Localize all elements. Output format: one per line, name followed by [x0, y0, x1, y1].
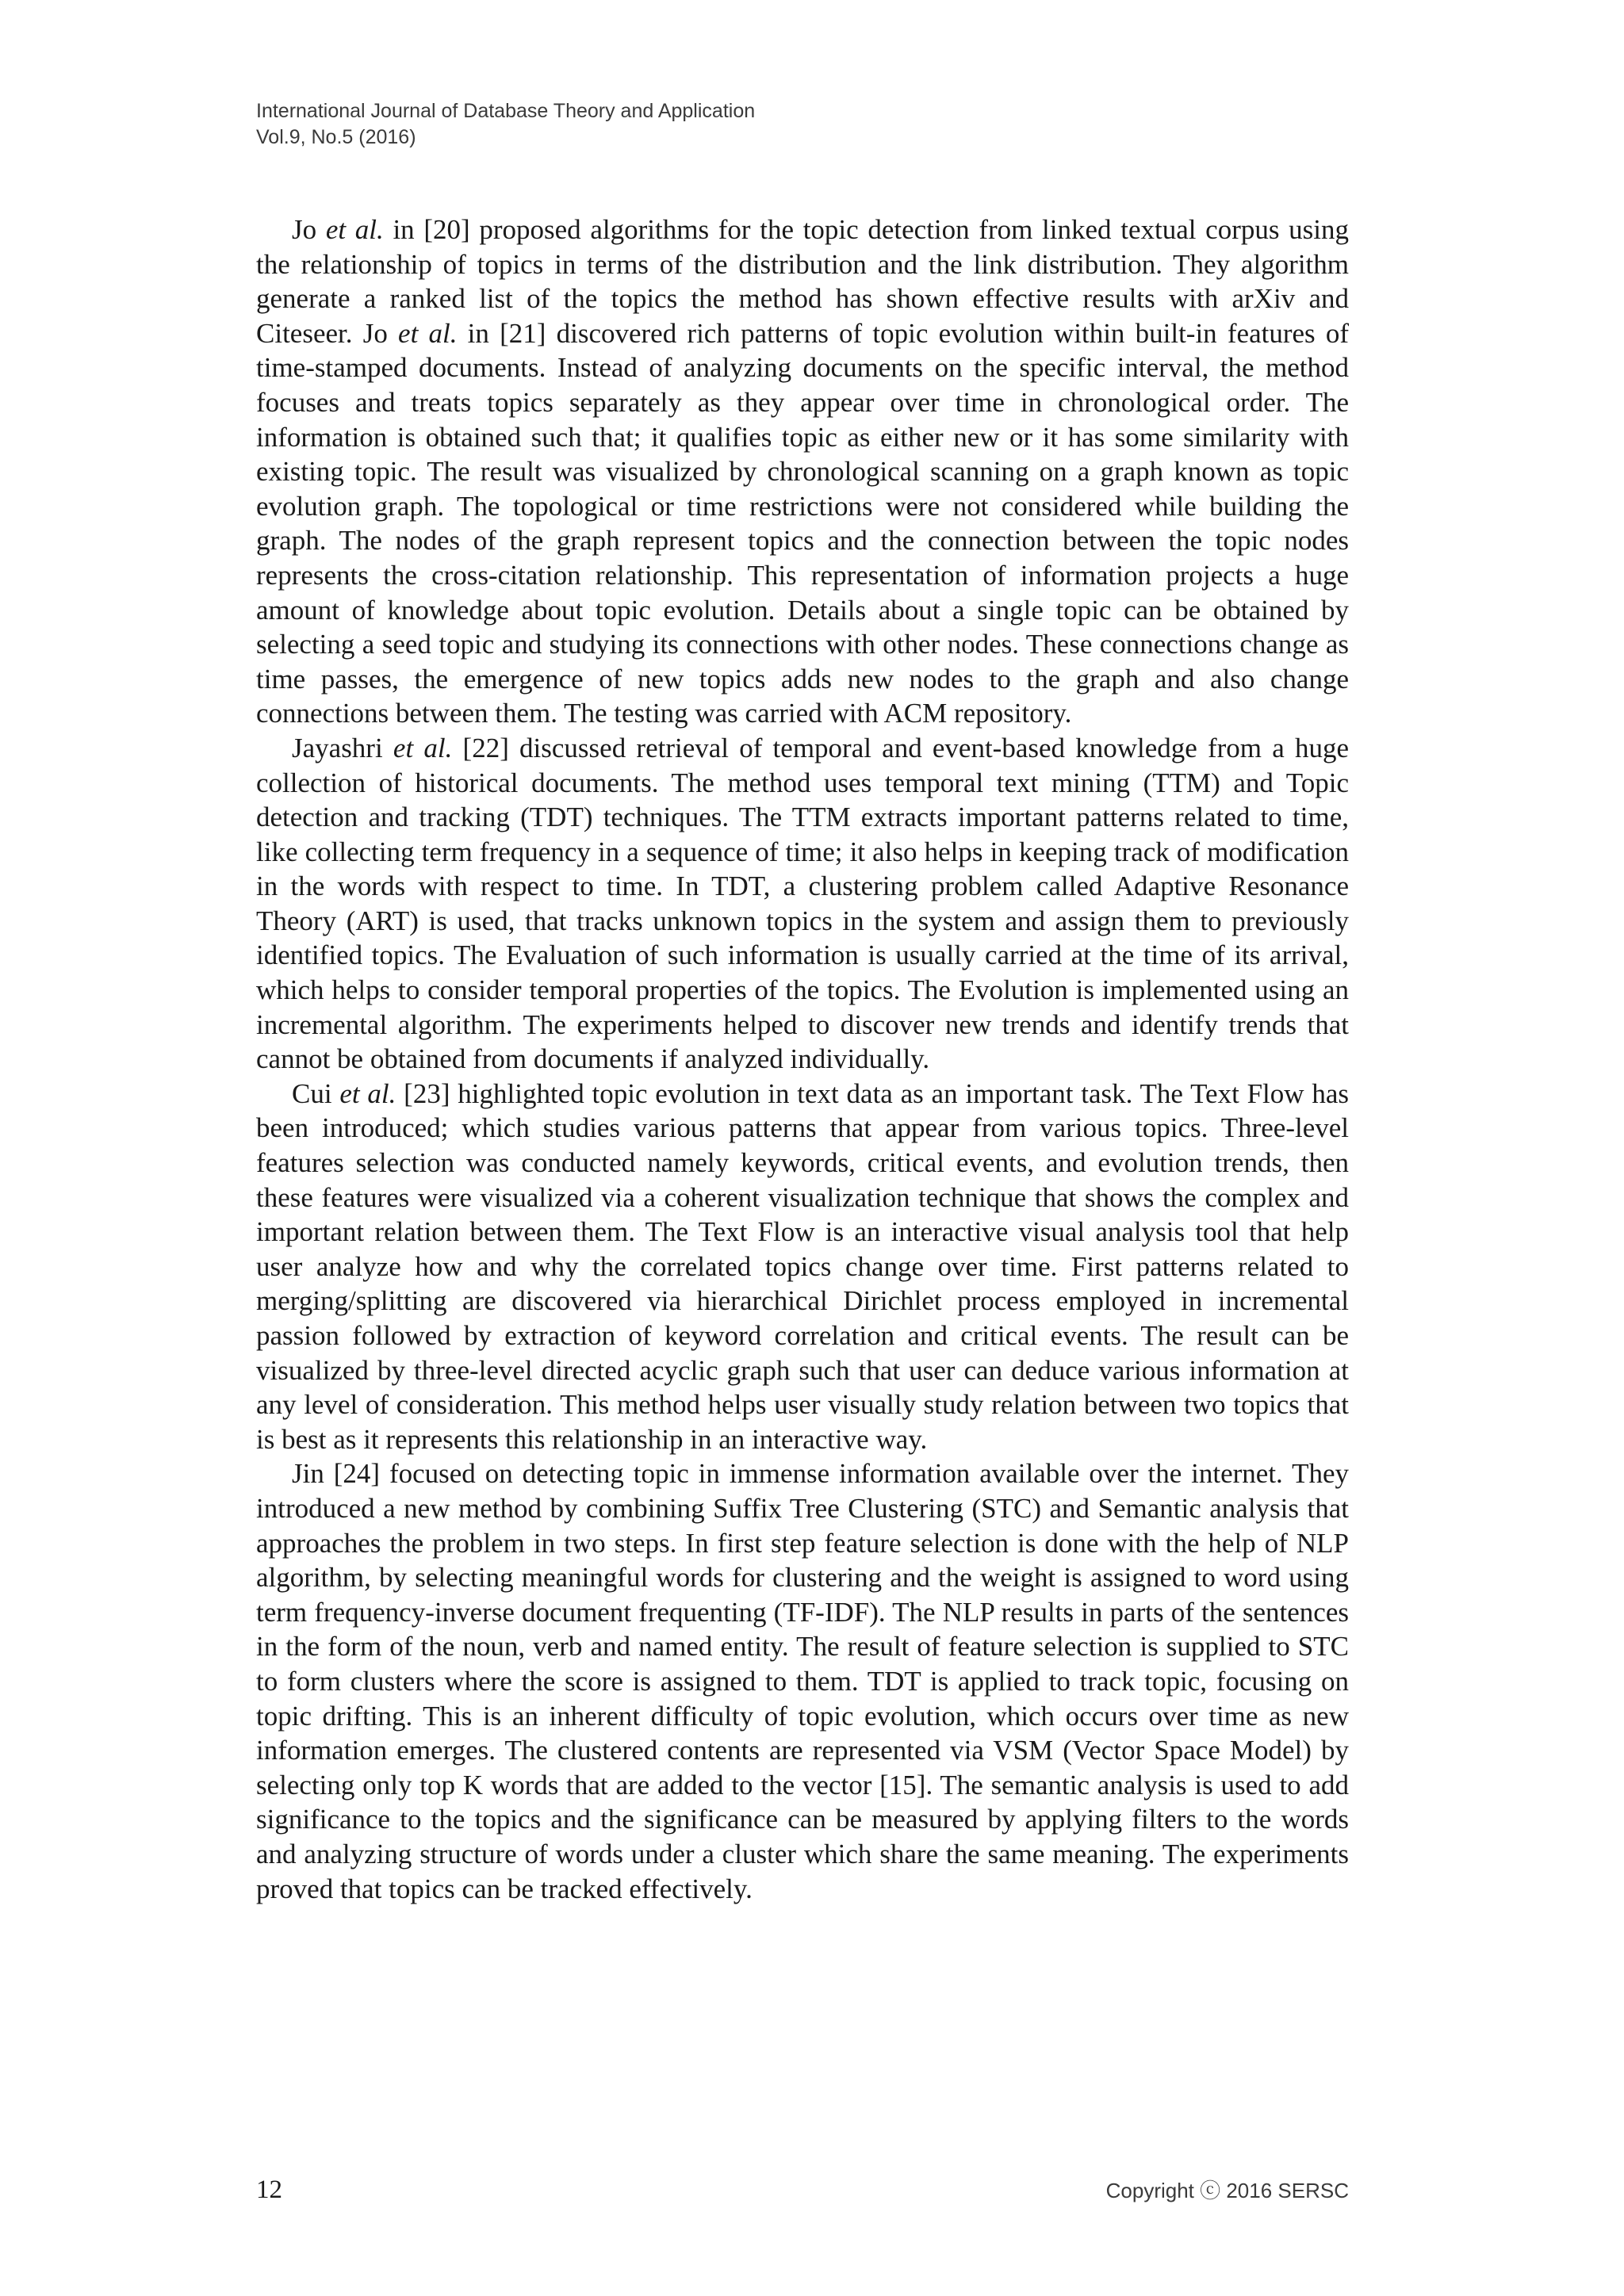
paragraph: [256, 212, 1349, 731]
italic-run: et al.: [325, 214, 384, 245]
italic-run: et al.: [339, 1077, 396, 1109]
text-run: [22] discussed retrieval of temporal and event-based knowledge from a huge collection of historical documents. The method uses temporal text mining (TTM) and Topic detection and tracking (TDT) techniques. The TTM extracts important patterns related to time, like collecting term frequency in a sequence of time; it also helps in keeping track of modification in the words with respect to time. In TDT, a clustering problem called Adaptive Resonance Theory (ART) is used, that tracks unknown topics in the system and assign them to previously identified topics. The Evaluation of such information is usually carried at the time of its arrival, which helps to consider temporal properties of the topics. The Evolution is implemented using an incremental algorithm. The experiments helped to discover new trends and identify trends that cannot be obtained from documents if analyzed individually.: [256, 732, 1350, 1075]
text-run: in [20] proposed algorithms for the topic detection from linked textual corpus using the relationship of topics in terms of the distribution and the link distribution. They algorithm generate a ranked list of the topics the method has shown effective results with arXiv and Citeseer. Jo: [256, 214, 1350, 349]
body-text: [256, 212, 1349, 1906]
text-run: Cui: [292, 1077, 340, 1109]
paragraph: [256, 1456, 1349, 1906]
italic-run: et al.: [393, 732, 453, 763]
page-number: 12: [256, 2175, 282, 2204]
copyright-notice: Copyright ⓒ 2016 SERSC: [1105, 2179, 1349, 2202]
paragraph: [256, 731, 1349, 1077]
journal-title: International Journal of Database Theory and Application: [256, 100, 756, 122]
text-run: [23] highlighted topic evolution in text data as an important task. The Text Flow has been introduced; which studies various patterns that appear from various topics. Three-level features selection was conducted namely keywords, critical events, and evolution trends, then these features were visualized via a coherent visualization technique that shows the complex and important relation between them. The Text Flow is an interactive visual analysis tool that help user analyze how and why the correlated topics change over time. First patterns related to merging/splitting are discovered via hierarchical Dirichlet process employed in incremental passion followed by extraction of keyword correlation and critical events. The result can be visualized by three-level directed acyclic graph such that user can deduce various information at any level of consideration. This method helps user visually study relation between two topics that is best as it represents this relationship in an interactive way.: [256, 1077, 1349, 1455]
text-run: Jo: [292, 214, 326, 245]
text-run: in [21] discovered rich patterns of topic evolution within built-in features of time-stamped documents. Instead of analyzing documents on the specific interval, the method focuses and treats topics separately as they appear over time in chronological order. The information is obtained such that; it qualifies topic as either new or it has some similarity with existing topic. The result was visualized by chronological scanning on a graph known as topic evolution graph. The topological or time restrictions were not considered while building the graph. The nodes of the graph represent topics and the connection between the topic nodes represents the cross-citation relationship. This representation of information projects a huge amount of knowledge about topic evolution. Details about a single topic can be obtained by selecting a seed topic and studying its connections with other nodes. These connections change as time passes, the emergence of new topics adds new nodes to the graph and also change connections between them. The testing was carried with ACM repository.: [256, 317, 1349, 729]
paragraph: [256, 1077, 1349, 1457]
running-header: [256, 98, 755, 151]
italic-run: et al.: [398, 317, 458, 349]
journal-volume: Vol.9, No.5 (2016): [256, 126, 416, 148]
text-run: Jayashri: [292, 732, 393, 763]
text-run: Jin [24] focused on detecting topic in immense information available over the internet. They introduced a new method by combining Suffix Tree Clustering (STC) and Semantic analysis that approaches the problem in two steps. In first step feature selection is done with the help of NLP algorithm, by selecting meaningful words for clustering and the weight is assigned to word using term frequency-inverse document frequenting (TF-IDF). The NLP results in parts of the sentences in the form of the noun, verb and named entity. The result of feature selection is supplied to STC to form clusters where the score is assigned to them. TDT is applied to track topic, focusing on topic drifting. This is an inherent difficulty of topic evolution, which occurs over time as new information emerges. The clustered contents are represented via VSM (Vector Space Model) by selecting only top K words that are added to the vector [15]. The semantic analysis is used to add significance to the topics and the significance can be measured by applying filters to the words and analyzing structure of words under a cluster which share the same meaning. The experiments proved that topics can be tracked effectively.: [256, 1458, 1349, 1904]
